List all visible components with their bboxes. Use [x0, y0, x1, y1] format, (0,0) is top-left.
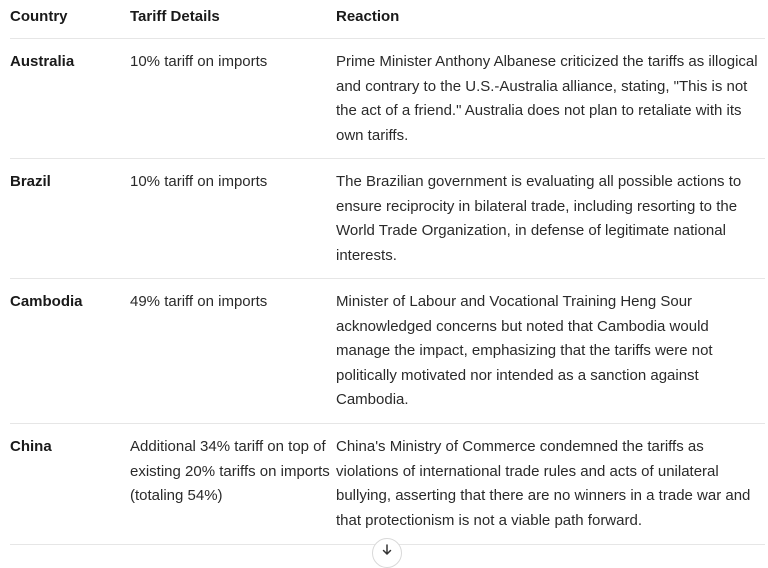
arrow-down-icon [381, 544, 393, 556]
tariff-cell: 10% tariff on imports [130, 53, 268, 70]
table-row [10, 159, 765, 279]
reaction-cell: Minister of Labour and Vocational Training Heng Sour acknowledged concerns but noted that Cambodia would manage the impact, emphasizing that the tariffs were not politically motivated nor intended as a sanction against Cambodia. [336, 293, 713, 408]
country-cell: Cambodia [10, 293, 83, 310]
table-row [10, 424, 765, 545]
header-tariff-details: Tariff Details [130, 8, 220, 25]
tariff-cell: 49% tariff on imports [130, 293, 268, 310]
table-row [10, 279, 765, 424]
header-reaction: Reaction [336, 8, 400, 25]
table-row [10, 39, 765, 159]
country-cell: China [10, 438, 52, 455]
scroll-down-button[interactable] [372, 538, 402, 568]
tariff-cell: 10% tariff on imports [130, 173, 268, 190]
table-header-row [10, 0, 765, 39]
reaction-cell: China's Ministry of Commerce condemned the tariffs as violations of international trade rules and acts of unilateral bullying, asserting that there are no winners in a trade war and that protectionism is not a viable path forward. [336, 438, 751, 529]
reaction-cell: The Brazilian government is evaluating all possible actions to ensure reciprocity in bilateral trade, including resorting to the World Trade Organization, in defense of legitimate national interests. [336, 173, 742, 264]
tariff-reactions-table [10, 0, 765, 545]
tariff-cell: Additional 34% tariff on top of existing 20% tariffs on imports (totaling 54%) [130, 438, 330, 504]
country-cell: Australia [10, 53, 75, 70]
country-cell: Brazil [10, 173, 51, 190]
reaction-cell: Prime Minister Anthony Albanese criticized the tariffs as illogical and contrary to the U.S.-Australia alliance, stating, "This is not the act of a friend." Australia does not plan to retaliate with its own tariffs. [336, 53, 758, 144]
header-country: Country [10, 8, 68, 25]
